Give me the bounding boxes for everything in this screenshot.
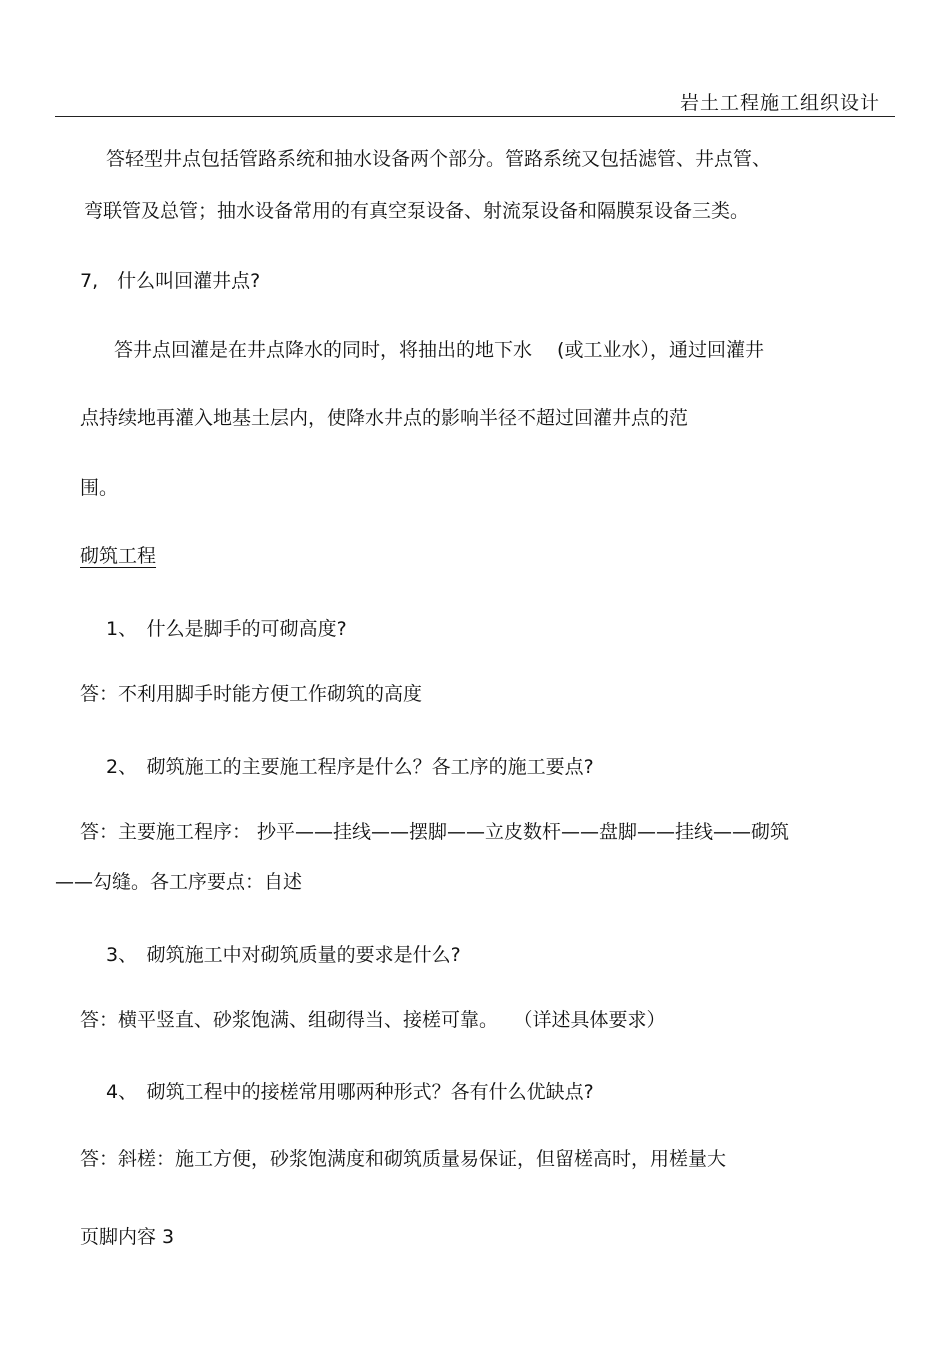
page-footer: 页脚内容 3 <box>80 1226 175 1248</box>
answer-6-line-1: 答轻型井点包括管路系统和抽水设备两个部分。管路系统又包括滤管、井点管、 <box>106 148 772 170</box>
answer-6-line-2: 弯联管及总管；抽水设备常用的有真空泵设备、射流泵设备和隔膜泵设备三类。 <box>84 200 750 222</box>
document-header-title: 岩土工程施工组织设计 <box>679 92 880 114</box>
question-7: 7, 什么叫回灌井点? <box>80 270 261 292</box>
masonry-answer-2-line-1: 答：主要施工程序： 抄平——挂线——摆脚——立皮数杆——盘脚——挂线——砌筑 <box>80 821 790 843</box>
answer-7-line-3: 围。 <box>80 477 119 499</box>
masonry-question-4: 4、 砌筑工程中的接槎常用哪两种形式？各有什么优缺点? <box>106 1081 594 1103</box>
masonry-question-2: 2、 砌筑施工的主要施工程序是什么？各工序的施工要点? <box>106 756 594 778</box>
answer-7-line-2: 点持续地再灌入地基土层内，使降水井点的影响半径不超过回灌井点的范 <box>80 407 689 429</box>
masonry-answer-1: 答：不利用脚手时能方便工作砌筑的高度 <box>80 683 423 705</box>
masonry-question-3: 3、 砌筑施工中对砌筑质量的要求是什么? <box>106 944 461 966</box>
masonry-answer-2-line-2: ——勾缝。各工序要点：自述 <box>55 871 303 893</box>
masonry-question-1: 1、 什么是脚手的可砌高度? <box>106 618 347 640</box>
header-divider <box>55 116 895 117</box>
answer-7-line-1: 答井点回灌是在井点降水的同时，将抽出的地下水 (或工业水），通过回灌井 <box>114 339 764 361</box>
section-heading-masonry: 砌筑工程 <box>80 545 157 567</box>
masonry-answer-4: 答：斜槎：施工方便，砂浆饱满度和砌筑质量易保证，但留槎高时，用槎量大 <box>80 1148 727 1170</box>
masonry-answer-3: 答：横平竖直、砂浆饱满、组砌得当、接槎可靠。 （详述具体要求） <box>80 1009 666 1031</box>
